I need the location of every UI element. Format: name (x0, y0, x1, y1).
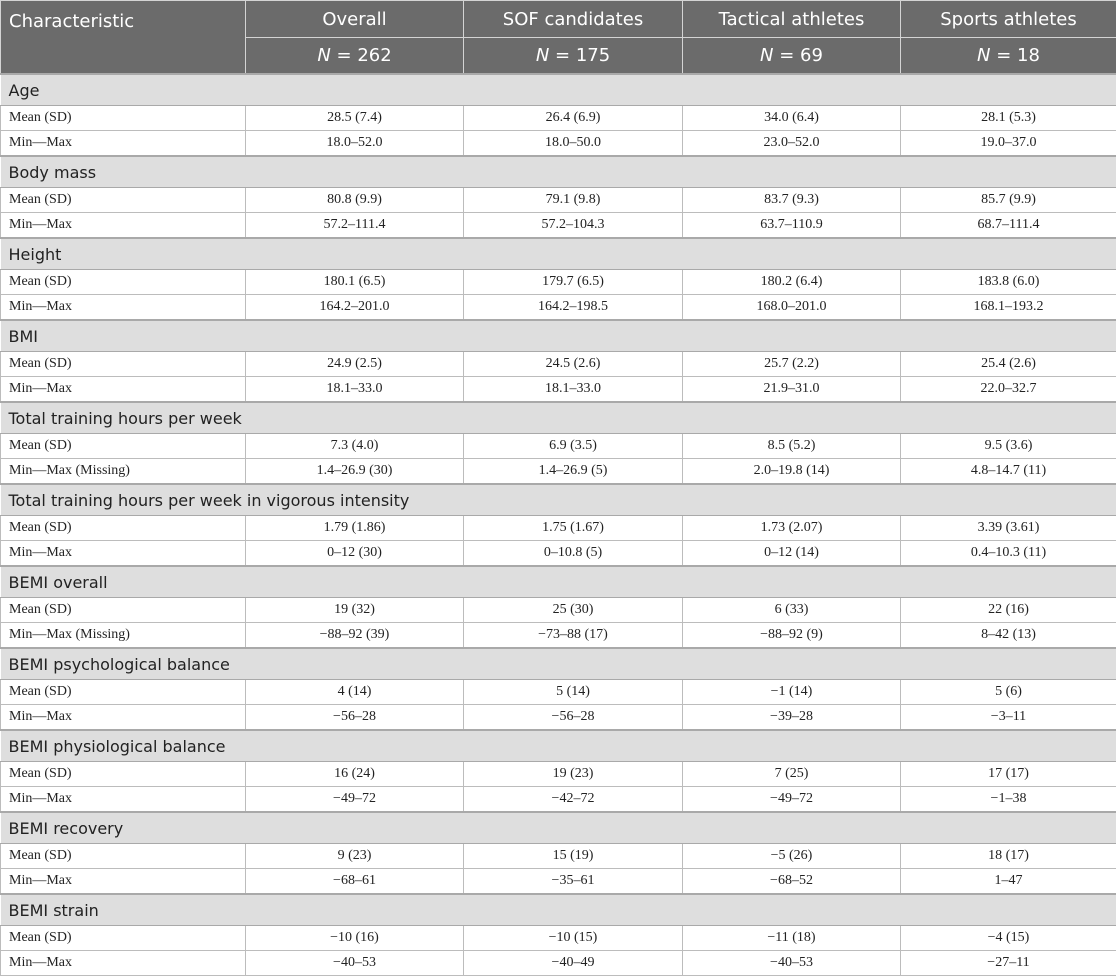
section-title: Total training hours per week in vigorous intensity (1, 484, 1116, 516)
table-cell: −88–92 (9) (683, 623, 901, 649)
table-cell: 0.4–10.3 (11) (901, 541, 1116, 567)
row-label: Mean (SD) (1, 434, 246, 459)
table-cell: −27–11 (901, 951, 1116, 976)
table-cell: 19.0–37.0 (901, 131, 1116, 157)
table-cell: −3–11 (901, 705, 1116, 731)
section-header-row (1, 402, 1116, 434)
table-cell: 168.0–201.0 (683, 295, 901, 321)
section-title: BEMI recovery (1, 812, 1116, 844)
table-row (1, 705, 1116, 731)
row-label: Mean (SD) (1, 352, 246, 377)
section-header-row (1, 730, 1116, 762)
table-cell: 28.1 (5.3) (901, 106, 1116, 131)
table-row (1, 188, 1116, 213)
table-cell: 25.7 (2.2) (683, 352, 901, 377)
table-cell: 6.9 (3.5) (464, 434, 683, 459)
table-cell: 9 (23) (246, 844, 464, 869)
table-cell: 5 (6) (901, 680, 1116, 705)
table-cell: 18.1–33.0 (246, 377, 464, 403)
n-symbol: N (536, 45, 549, 66)
n-symbol: N (977, 45, 990, 66)
section-title: Height (1, 238, 1116, 270)
table-cell: 83.7 (9.3) (683, 188, 901, 213)
table-cell: 1.79 (1.86) (246, 516, 464, 541)
table-cell: −10 (15) (464, 926, 683, 951)
section-title: BEMI overall (1, 566, 1116, 598)
table-cell: 25.4 (2.6) (901, 352, 1116, 377)
table-cell: −56–28 (246, 705, 464, 731)
table-cell: 1.4–26.9 (30) (246, 459, 464, 485)
table-cell: 180.1 (6.5) (246, 270, 464, 295)
section-header-row (1, 156, 1116, 188)
table-cell: 15 (19) (464, 844, 683, 869)
row-label: Mean (SD) (1, 598, 246, 623)
table-cell: 18.1–33.0 (464, 377, 683, 403)
section-title: Body mass (1, 156, 1116, 188)
table-cell: 9.5 (3.6) (901, 434, 1116, 459)
table-cell: −68–61 (246, 869, 464, 895)
row-label: Mean (SD) (1, 762, 246, 787)
row-label: Mean (SD) (1, 680, 246, 705)
table-cell: 28.5 (7.4) (246, 106, 464, 131)
section-header-row (1, 566, 1116, 598)
table-cell: 68.7–111.4 (901, 213, 1116, 239)
table-cell: 19 (23) (464, 762, 683, 787)
table-cell: 57.2–104.3 (464, 213, 683, 239)
sample-size-tactical-athletes (683, 38, 901, 75)
section-header-row (1, 894, 1116, 926)
section-title: Total training hours per week (1, 402, 1116, 434)
section-title: Age (1, 74, 1116, 106)
n-value: = 69 (779, 45, 823, 66)
row-label: Min—Max (1, 213, 246, 239)
row-label: Min—Max (1, 131, 246, 157)
table-cell: −39–28 (683, 705, 901, 731)
table-cell: 183.8 (6.0) (901, 270, 1116, 295)
table-cell: 57.2–111.4 (246, 213, 464, 239)
table-cell: 0–10.8 (5) (464, 541, 683, 567)
table-cell: −1 (14) (683, 680, 901, 705)
section-title: BEMI strain (1, 894, 1116, 926)
table-cell: −68–52 (683, 869, 901, 895)
table-cell: 24.9 (2.5) (246, 352, 464, 377)
section-header-row (1, 238, 1116, 270)
n-symbol: N (317, 45, 330, 66)
table-cell: 34.0 (6.4) (683, 106, 901, 131)
table-cell: 1.4–26.9 (5) (464, 459, 683, 485)
table-cell: 0–12 (14) (683, 541, 901, 567)
table-cell: 4 (14) (246, 680, 464, 705)
section-header-row (1, 812, 1116, 844)
characteristic-header: Characteristic (1, 1, 246, 75)
table-cell: 1–47 (901, 869, 1116, 895)
table-cell: 24.5 (2.6) (464, 352, 683, 377)
table-cell: 26.4 (6.9) (464, 106, 683, 131)
table-cell: 22 (16) (901, 598, 1116, 623)
group-header-sof-candidates: SOF candidates (464, 1, 683, 38)
table-cell: 17 (17) (901, 762, 1116, 787)
table-cell: 85.7 (9.9) (901, 188, 1116, 213)
table-cell: 16 (24) (246, 762, 464, 787)
section-header-row (1, 320, 1116, 352)
table-cell: 79.1 (9.8) (464, 188, 683, 213)
table-cell: −35–61 (464, 869, 683, 895)
table-row (1, 377, 1116, 403)
sample-size-sports-athletes (901, 38, 1116, 75)
row-label: Min—Max (1, 295, 246, 321)
row-label: Min—Max (1, 377, 246, 403)
table-cell: −56–28 (464, 705, 683, 731)
section-header-row (1, 74, 1116, 106)
table-row (1, 926, 1116, 951)
table-cell: 8–42 (13) (901, 623, 1116, 649)
table-row (1, 352, 1116, 377)
table-cell: 4.8–14.7 (11) (901, 459, 1116, 485)
section-header-row (1, 648, 1116, 680)
row-label: Mean (SD) (1, 926, 246, 951)
table-cell: 22.0–32.7 (901, 377, 1116, 403)
table-cell: −88–92 (39) (246, 623, 464, 649)
table-cell: −40–53 (683, 951, 901, 976)
table-cell: −10 (16) (246, 926, 464, 951)
table-cell: 21.9–31.0 (683, 377, 901, 403)
table-cell: 5 (14) (464, 680, 683, 705)
row-label: Mean (SD) (1, 188, 246, 213)
sample-size-sof-candidates (464, 38, 683, 75)
table-row (1, 131, 1116, 157)
table-cell: 164.2–198.5 (464, 295, 683, 321)
table-cell: −42–72 (464, 787, 683, 813)
table-cell: 8.5 (5.2) (683, 434, 901, 459)
table-cell: 164.2–201.0 (246, 295, 464, 321)
table-cell: 18.0–50.0 (464, 131, 683, 157)
table-cell: 179.7 (6.5) (464, 270, 683, 295)
table-row (1, 762, 1116, 787)
row-label: Min—Max (1, 705, 246, 731)
table-row (1, 623, 1116, 649)
table-cell: 25 (30) (464, 598, 683, 623)
table-cell: −49–72 (246, 787, 464, 813)
table-cell: 0–12 (30) (246, 541, 464, 567)
table-cell: −4 (15) (901, 926, 1116, 951)
table-cell: 168.1–193.2 (901, 295, 1116, 321)
table-row (1, 844, 1116, 869)
table-row (1, 295, 1116, 321)
table-cell: 180.2 (6.4) (683, 270, 901, 295)
table-cell: −40–53 (246, 951, 464, 976)
table-cell: −49–72 (683, 787, 901, 813)
table-cell: −5 (26) (683, 844, 901, 869)
table-cell: 18 (17) (901, 844, 1116, 869)
table-cell: 6 (33) (683, 598, 901, 623)
row-label: Mean (SD) (1, 270, 246, 295)
row-label: Min—Max (1, 541, 246, 567)
table-cell: 3.39 (3.61) (901, 516, 1116, 541)
sample-size-overall (246, 38, 464, 75)
row-label: Min—Max (Missing) (1, 623, 246, 649)
table-cell: 1.73 (2.07) (683, 516, 901, 541)
table-cell: 18.0–52.0 (246, 131, 464, 157)
row-label: Min—Max (1, 951, 246, 976)
table-cell: 80.8 (9.9) (246, 188, 464, 213)
section-title: BEMI psychological balance (1, 648, 1116, 680)
n-value: = 175 (555, 45, 610, 66)
table-cell: 1.75 (1.67) (464, 516, 683, 541)
row-label: Mean (SD) (1, 516, 246, 541)
table-row (1, 459, 1116, 485)
table-row (1, 598, 1116, 623)
group-header-tactical-athletes: Tactical athletes (683, 1, 901, 38)
n-value: = 18 (996, 45, 1040, 66)
table-cell: −40–49 (464, 951, 683, 976)
n-value: = 262 (337, 45, 392, 66)
table-header (1, 1, 1116, 75)
section-title: BEMI physiological balance (1, 730, 1116, 762)
table-row (1, 869, 1116, 895)
row-label: Min—Max (Missing) (1, 459, 246, 485)
group-header-overall: Overall (246, 1, 464, 38)
n-symbol: N (760, 45, 773, 66)
row-label: Mean (SD) (1, 844, 246, 869)
row-label: Min—Max (1, 869, 246, 895)
table-cell: −11 (18) (683, 926, 901, 951)
table-cell: 7.3 (4.0) (246, 434, 464, 459)
table-row (1, 680, 1116, 705)
table-row (1, 213, 1116, 239)
table-cell: −1–38 (901, 787, 1116, 813)
table-cell: 7 (25) (683, 762, 901, 787)
table-row (1, 270, 1116, 295)
table-cell: 23.0–52.0 (683, 131, 901, 157)
table-row (1, 787, 1116, 813)
table-cell: −73–88 (17) (464, 623, 683, 649)
table-row (1, 541, 1116, 567)
section-title: BMI (1, 320, 1116, 352)
group-header-sports-athletes: Sports athletes (901, 1, 1116, 38)
table-body (1, 74, 1116, 976)
table-row (1, 951, 1116, 976)
table-cell: 2.0–19.8 (14) (683, 459, 901, 485)
row-label: Mean (SD) (1, 106, 246, 131)
table-row (1, 106, 1116, 131)
table-cell: 19 (32) (246, 598, 464, 623)
table-cell: 63.7–110.9 (683, 213, 901, 239)
row-label: Min—Max (1, 787, 246, 813)
section-header-row (1, 484, 1116, 516)
table-row (1, 434, 1116, 459)
table-row (1, 516, 1116, 541)
